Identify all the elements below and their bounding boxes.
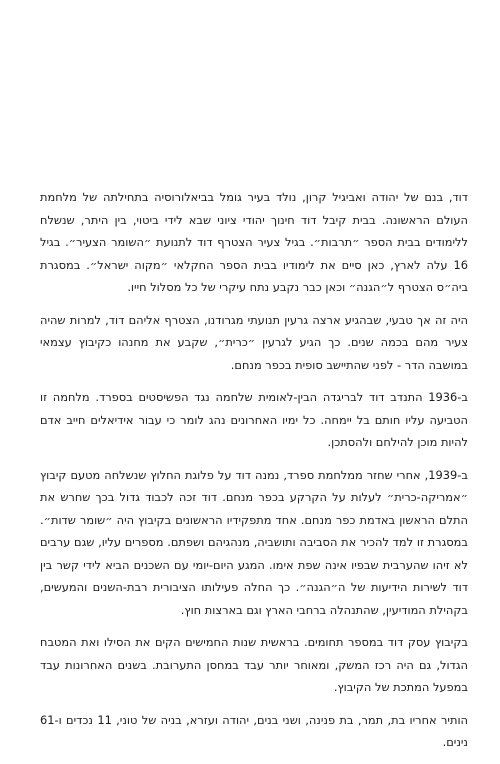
paragraph-family: הותיר אחריו בת, תמר, בת פנינה, ושני בנים, יהודה ועזרא, בניה של טוני, 11 נכדים ו-61 נינים. — [40, 712, 468, 749]
paragraph-spain-1936: ב-1936 התנדב דוד לבריגדה הבין-לאומית שלחמה נגד הפשיסטים בספרד. מלחמה זו הטביעה עליו חותם בל יימחה. כל ימיו האחרונים נהג לומר כי עבור אידיאלים חייב אדם להיות מוכן להילחם ולהסתכן. — [40, 390, 468, 449]
paragraph-kfar-menachem-1939: ב-1939, אחרי שחזר ממלחמת ספרד, נמנה דוד על פלוגת החלוץ שנשלחה מטעם קיבוץ ״אמריקה-כרית״ לעלות על הקרקע בכפר מנחם. דוד זכה לכבוד גדול בכך שחרש את התלם הראשון באדמת כפר מנחם. אחד מתפקידיו הראשונים בקיבוץ היה ״שומר שדות״. במסגרת זו למד להכיר את הסביבה ותושביה, מנהגיהם ושפתם. מספרים עליו, שגם ערבים לא זיהו שהערבית שבפיו אינה שפת אימו. המגע היום-יומי עם השכנים הביא לידי קשר בין דוד לשירות הידיעות של ה״הגנה״. כך החלה פעילותו הציבורית רבת-השנים והמעשים, בקהילת המודיעין, שהתנהלה ברחבי הארץ וגם בארצות חוץ. — [40, 467, 468, 617]
paragraph-garin-karit: היה זה אך טבעי, שבהגיע ארצה גרעין תנועתי מגרודנו, הצטרף אליהם דוד, למרות שהיה צעיר מהם בכמה שנים. כך הגיע לגרעין ״כרית״, שקבע את מחנהו כקיבוץ עצמאי במושבה הדר - לפני שהתיישב סופית בכפר מנחם. — [40, 312, 468, 372]
biography-text — [40, 186, 468, 764]
paragraph-early-life: דוד, בנם של יהודה ואביגיל קרון, נולד בעיר גומל בביאלורוסיה בתחילתה של מלחמת העולם הראשונה. בבית קיבל דוד חינוך יהודי ציוני שבא לידי ביטוי, בין היתר, שנשלח ללימודים בבית הספר ״תרבות״. בגיל צעיר הצטרף דוד לתנועת ״השומר הצעיר״. בגיל 16 עלה לארץ, כאן סיים את לימודיו בבית הספר החקלאי ״מקוה ישראל״. במסגרת ביה״ס הצטרף ל״הגנה״ וכאן כבר נקבע נתח עיקרי של כל מסלול חייו. — [40, 190, 468, 294]
paragraph-kibbutz-work: בקיבוץ עסק דוד במספר תחומים. בראשית שנות החמישים הקים את הסילו ואת המטבח הגדול, גם היה רכז המשק, ומאוחר יותר עבד במחסן התערובת. בשנים האחרונות עבד במפעל המתכת של הקיבוץ. — [40, 635, 468, 694]
